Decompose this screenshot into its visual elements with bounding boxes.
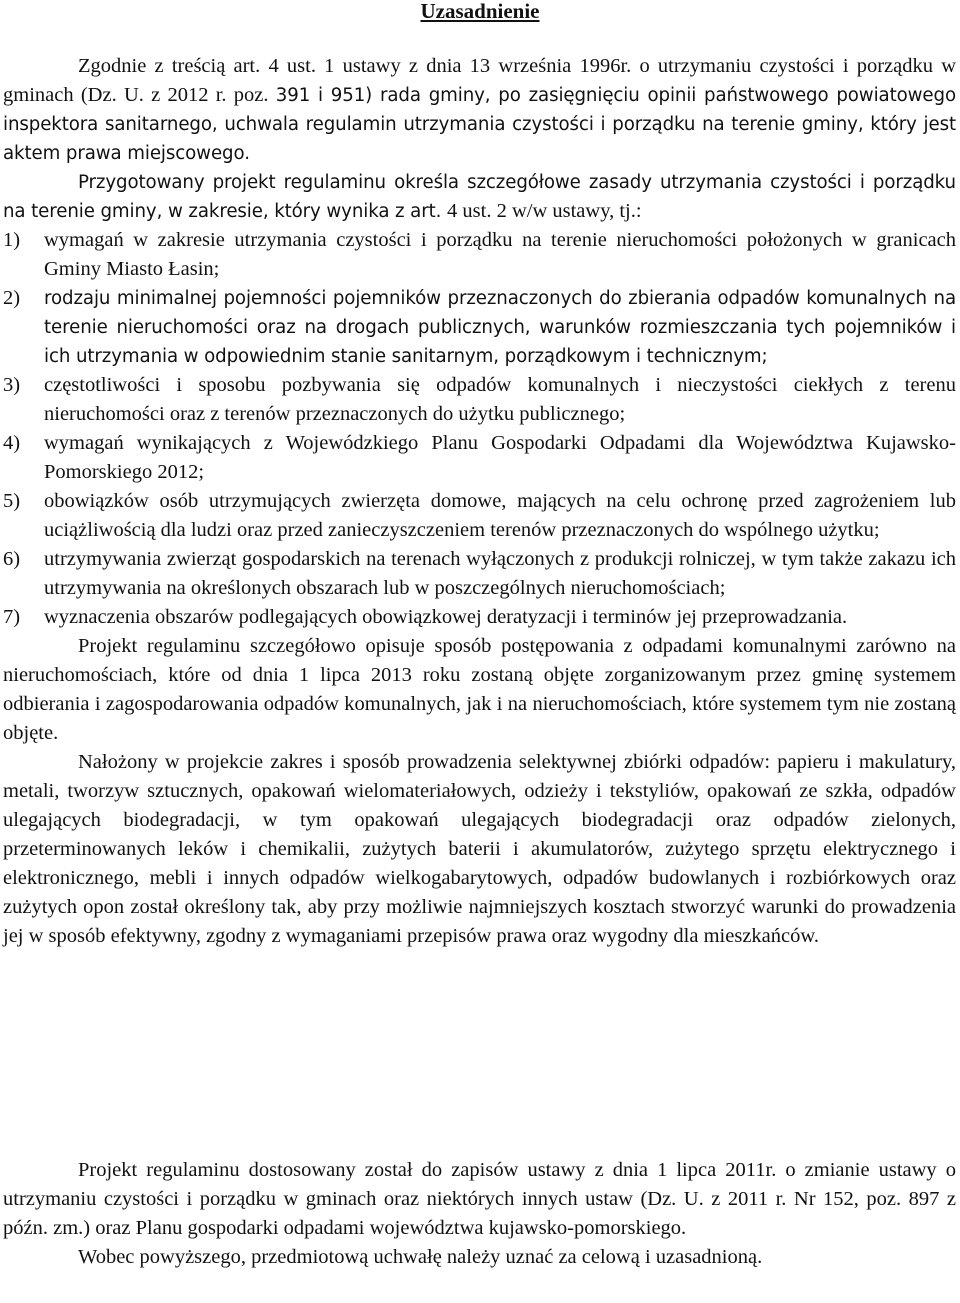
list-item-number: 3) (3, 374, 21, 396)
paragraph-legal-basis-a: Zgodnie z treścią art. 4 ust. 1 ustawy z dnia 13 września 1996r. o utrzymaniu czystości i porządku w gminach (Dz. U. z 2012 r. poz. (3, 55, 956, 106)
paragraph-scope (3, 168, 956, 226)
list-item (3, 371, 956, 429)
scope-list (3, 226, 956, 632)
list-item-text: obowiązków osób utrzymujących zwierzęta domowe, mających na celu ochronę przed zagrożeniem lub uciążliwością dla ludzi oraz przed zanieczyszczeniem terenów przeznaczonych do wspólnego użytku; (44, 490, 956, 541)
paragraph-legal-alignment: Projekt regulaminu dostosowany został do zapisów ustawy z dnia 1 lipca 2011r. o zmianie ustawy o utrzymaniu czystości i porządku w gminach oraz niektórych innych ustaw (Dz. U. z 2011 r. Nr 152, poz. 897 z późn. zm.) oraz Planu gospodarki odpadami województwa kujawsko-pomorskiego. (3, 1159, 956, 1239)
list-item-number: 2) (3, 287, 21, 309)
document-closing (3, 1156, 956, 1272)
list-item (3, 545, 956, 603)
list-item (3, 487, 956, 545)
list-item-number: 1) (3, 229, 21, 251)
paragraph-scope-a: Przygotowany projekt regulaminu określa szczegółowe zasady utrzymania czystości i porządku na terenie gminy, w zakresie, który wynika z art. (3, 172, 956, 222)
list-item-text: wymagań w zakresie utrzymania czystości i porządku na terenie nieruchomości położonych w granicach Gminy Miasto Łasin; (44, 229, 956, 280)
list-item (3, 429, 956, 487)
list-item (3, 226, 956, 284)
paragraph-legal-basis-b: 391 i 951) rada gminy, po zasięgnięciu opinii państwowego powiatowego inspektora sanitarnego, uchwala regulamin utrzymania czystości i porządku na terenie gminy, który jest aktem prawa miejscowego. (3, 85, 956, 164)
list-item-number: 6) (3, 548, 21, 570)
list-item-text: wyznaczenia obszarów podlegających obowiązkowej deratyzacji i terminów jej przeprowadzania. (44, 606, 848, 628)
list-item-text: wymagań wynikających z Wojewódzkiego Planu Gospodarki Odpadami dla Województwa Kujawsko-Pomorskiego 2012; (44, 432, 956, 483)
list-item-text: rodzaju minimalnej pojemności pojemników przeznaczonych do zbierania odpadów komunalnych na terenie nieruchomości oraz na drogach publicznych, warunków rozmieszczania tych pojemników i ich utrzymania w odpowiednim stanie sanitarnym, porządkowym i technicznym; (44, 288, 956, 367)
paragraph-legal-basis (3, 52, 956, 168)
paragraph-waste-handling: Projekt regulaminu szczegółowo opisuje sposób postępowania z odpadami komunalnymi zarówno na nieruchomościach, które od dnia 1 lipca 2013 roku zostaną objęte zorganizowanym przez gminę systemem odbierania i zagospodarowania odpadów komunalnych, jak i na nieruchomościach, które systemem tym nie zostaną objęte. (3, 635, 956, 744)
list-item (3, 603, 956, 632)
paragraph-scope-b: 4 ust. 2 w/w ustawy, tj.: (447, 200, 642, 222)
list-item (3, 284, 956, 371)
list-item-number: 4) (3, 432, 21, 454)
paragraph-selective-collection: Nałożony w projekcie zakres i sposób prowadzenia selektywnej zbiórki odpadów: papieru i makulatury, metali, tworzyw sztucznych, opakowań wielomateriałowych, odzieży i tekstyliów, opakowań ze szkła, odpadów ulegających biodegradacji, w tym opakowań ulegających biodegradacji oraz odpadów zielonych, przeterminowanych leków i chemikalii, zużytych baterii i akumulatorów, zużytego sprzętu elektrycznego i elektronicznego, mebli i innych odpadów wielkogabarytowych, odpadów budowlanych i rozbiórkowych oraz zużytych opon został określony tak, aby przy możliwie najmniejszych kosztach stworzyć warunki do prowadzenia jej w sposób efektywny, zgodny z wymaganiami przepisów prawa oraz wygodny dla mieszkańców. (3, 751, 956, 947)
list-item-text: utrzymywania zwierząt gospodarskich na terenach wyłączonych z produkcji rolniczej, w tym także zakazu ich utrzymywania na określonych obszarach lub w poszczególnych nieruchomościach; (44, 548, 956, 599)
list-item-number: 7) (3, 606, 21, 628)
list-item-number: 5) (3, 490, 21, 512)
list-item-text: częstotliwości i sposobu pozbywania się odpadów komunalnych i nieczystości ciekłych z terenu nieruchomości oraz z terenów przeznaczonych do użytku publicznego; (44, 374, 956, 425)
paragraph-conclusion: Wobec powyższego, przedmiotową uchwałę należy uznać za celową i uzasadnioną. (78, 1246, 763, 1268)
document-body (3, 52, 956, 951)
document-title: Uzasadnienie (420, 0, 540, 23)
